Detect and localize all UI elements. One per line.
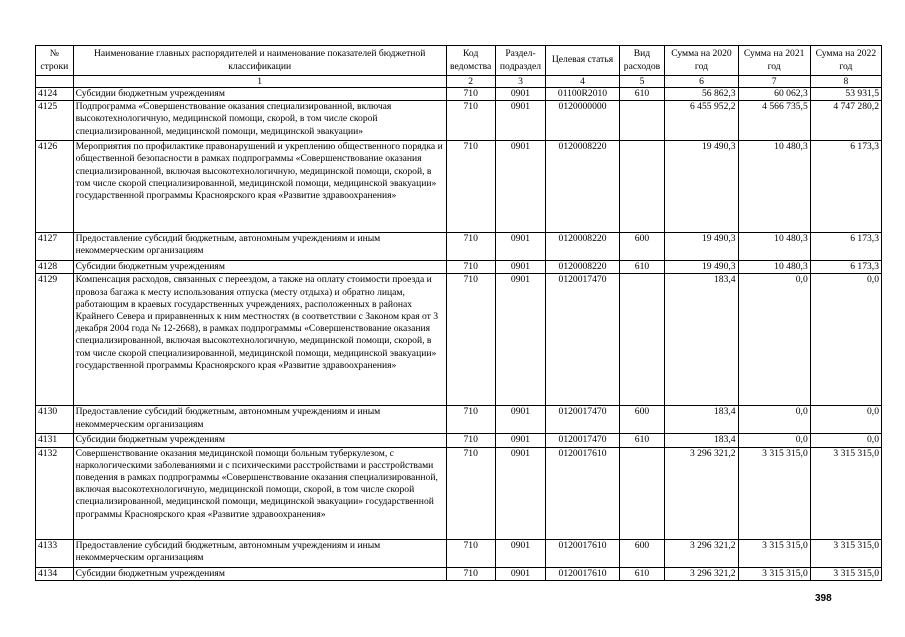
column-number: 5 <box>619 76 665 88</box>
row-sum-2022: 53 931,5 <box>810 88 881 101</box>
row-number: 4127 <box>36 233 74 261</box>
row-name: Предоставление субсидий бюджетным, автономным учреждениям и иным некоммерческим организациям <box>73 233 446 261</box>
header-row-number: № строки <box>36 46 74 76</box>
row-target-article: 0120017470 <box>546 406 619 434</box>
row-name: Предоставление субсидий бюджетным, автономным учреждениям и иным некоммерческим организациям <box>73 406 446 434</box>
column-number: 2 <box>446 76 495 88</box>
row-sum-2020: 183,4 <box>665 274 738 406</box>
row-expense-type: 610 <box>619 567 665 580</box>
row-section: 0901 <box>495 101 546 141</box>
row-sum-2021: 60 062,3 <box>738 88 810 101</box>
row-name: Подпрограмма «Совершенствование оказания специализированной, включая высокотехнологичную, медицинской помощи, скорой, в том числе скорой специализированной, медицинской помощи, медицинской эвакуации» <box>73 101 446 141</box>
row-sum-2020: 183,4 <box>665 406 738 434</box>
column-number: 7 <box>738 76 810 88</box>
row-name: Мероприятия по профилактике правонарушений и укреплению общественного порядка и общественной безопасности в рамках подпрограммы «Совершенствование оказания специализированной, включая высокотехнологичную, медицинской помощи, скорой, в том числе скорой специализированной, медицинской помощи, медицинской эвакуации» государственной программы Красноярского края «Развитие здравоохранения» <box>73 141 446 233</box>
row-sum-2022: 4 747 280,2 <box>810 101 881 141</box>
row-department-code: 710 <box>446 406 495 434</box>
row-section: 0901 <box>495 567 546 580</box>
row-target-article: 0120008220 <box>546 233 619 261</box>
row-sum-2021: 3 315 315,0 <box>738 447 810 539</box>
row-target-article: 0120017470 <box>546 434 619 447</box>
row-name: Субсидии бюджетным учреждениям <box>73 261 446 274</box>
row-number: 4131 <box>36 434 74 447</box>
row-number: 4132 <box>36 447 74 539</box>
row-sum-2022: 0,0 <box>810 434 881 447</box>
row-expense-type: 600 <box>619 406 665 434</box>
row-department-code: 710 <box>446 539 495 567</box>
row-sum-2020: 3 296 321,2 <box>665 539 738 567</box>
page-number: 398 <box>815 593 832 604</box>
row-sum-2020: 19 490,3 <box>665 141 738 233</box>
row-sum-2022: 0,0 <box>810 406 881 434</box>
header-sum-2020: Сумма на 2020 год <box>665 46 738 76</box>
header-sum-2021: Сумма на 2021 год <box>738 46 810 76</box>
row-sum-2020: 6 455 952,2 <box>665 101 738 141</box>
row-department-code: 710 <box>446 274 495 406</box>
row-section: 0901 <box>495 261 546 274</box>
row-department-code: 710 <box>446 261 495 274</box>
row-department-code: 710 <box>446 101 495 141</box>
row-expense-type: 610 <box>619 434 665 447</box>
header-department-code: Код ведомства <box>446 46 495 76</box>
row-department-code: 710 <box>446 141 495 233</box>
row-section: 0901 <box>495 274 546 406</box>
column-number: 3 <box>495 76 546 88</box>
row-expense-type: 600 <box>619 539 665 567</box>
row-number: 4124 <box>36 88 74 101</box>
header-sum-2022: Сумма на 2022 год <box>810 46 881 76</box>
row-section: 0901 <box>495 233 546 261</box>
row-section: 0901 <box>495 447 546 539</box>
row-sum-2022: 3 315 315,0 <box>810 539 881 567</box>
row-section: 0901 <box>495 88 546 101</box>
row-sum-2020: 3 296 321,2 <box>665 447 738 539</box>
row-sum-2021: 0,0 <box>738 406 810 434</box>
row-expense-type <box>619 101 665 141</box>
row-expense-type <box>619 141 665 233</box>
row-expense-type <box>619 274 665 406</box>
row-target-article: 0120017610 <box>546 567 619 580</box>
row-sum-2021: 0,0 <box>738 274 810 406</box>
row-sum-2021: 10 480,3 <box>738 233 810 261</box>
row-name: Предоставление субсидий бюджетным, автономным учреждениям и иным некоммерческим организациям <box>73 539 446 567</box>
table-row <box>36 539 882 567</box>
row-target-article: 0120017610 <box>546 539 619 567</box>
table-body <box>36 88 882 581</box>
row-number: 4129 <box>36 274 74 406</box>
row-sum-2020: 3 296 321,2 <box>665 567 738 580</box>
row-sum-2022: 0,0 <box>810 274 881 406</box>
row-section: 0901 <box>495 539 546 567</box>
row-name: Субсидии бюджетным учреждениям <box>73 434 446 447</box>
row-expense-type: 610 <box>619 261 665 274</box>
row-sum-2022: 6 173,3 <box>810 233 881 261</box>
row-expense-type <box>619 447 665 539</box>
row-name: Совершенствование оказания медицинской помощи больным туберкулезом, с наркологическими заболеваниями и с психическими расстройствами и расстройствами поведения в рамках подпрограммы «Совершенствование оказания специализированной, включая высокотехнологичную, медицинской помощи, скорой, в том числе скорой специализированной, медицинской помощи, медицинской эвакуации» государственной программы Красноярского края «Развитие здравоохранения» <box>73 447 446 539</box>
row-name: Компенсация расходов, связанных с переездом, а также на оплату стоимости проезда и провоза багажа к месту использования отпуска (месту отдыха) и обратно лицам, работающим в краевых государственных учреждениях, расположенных в районах Крайнего Севера и приравненных к ним местностях (в соответствии с Законом края от 3 декабря 2004 года № 12-2668), в рамках подпрограммы «Совершенствование оказания специализированной, включая высокотехнологичную, медицинской помощи, скорой, в том числе скорой специализированной, медицинской помощи, медицинской эвакуации» государственной программы Красноярского края «Развитие здравоохранения» <box>73 274 446 406</box>
table-row <box>36 233 882 261</box>
row-department-code: 710 <box>446 447 495 539</box>
header-name: Наименование главных распорядителей и наименование показателей бюджетной классификации <box>73 46 446 76</box>
table-row <box>36 274 882 406</box>
row-target-article: 0120000000 <box>546 101 619 141</box>
row-sum-2021: 4 566 735,5 <box>738 101 810 141</box>
row-sum-2020: 19 490,3 <box>665 233 738 261</box>
row-sum-2021: 3 315 315,0 <box>738 567 810 580</box>
column-number: 8 <box>810 76 881 88</box>
row-name: Субсидии бюджетным учреждениям <box>73 88 446 101</box>
row-number: 4126 <box>36 141 74 233</box>
row-sum-2021: 10 480,3 <box>738 261 810 274</box>
row-sum-2020: 183,4 <box>665 434 738 447</box>
row-target-article: 01100R2010 <box>546 88 619 101</box>
row-expense-type: 600 <box>619 233 665 261</box>
row-sum-2022: 3 315 315,0 <box>810 567 881 580</box>
table-row <box>36 406 882 434</box>
table-row <box>36 141 882 233</box>
column-number <box>36 76 74 88</box>
table-row <box>36 434 882 447</box>
column-number: 6 <box>665 76 738 88</box>
row-number: 4128 <box>36 261 74 274</box>
row-department-code: 710 <box>446 434 495 447</box>
column-number: 4 <box>546 76 619 88</box>
row-sum-2022: 3 315 315,0 <box>810 447 881 539</box>
row-department-code: 710 <box>446 88 495 101</box>
row-target-article: 0120008220 <box>546 261 619 274</box>
table-row <box>36 101 882 141</box>
column-number-row <box>36 76 882 88</box>
table-header-row <box>36 46 882 76</box>
row-department-code: 710 <box>446 567 495 580</box>
row-target-article: 0120008220 <box>546 141 619 233</box>
row-expense-type: 610 <box>619 88 665 101</box>
table-row <box>36 447 882 539</box>
table-row <box>36 88 882 101</box>
budget-table <box>35 45 882 581</box>
row-sum-2021: 3 315 315,0 <box>738 539 810 567</box>
row-number: 4130 <box>36 406 74 434</box>
row-sum-2020: 19 490,3 <box>665 261 738 274</box>
row-section: 0901 <box>495 141 546 233</box>
table-row <box>36 567 882 580</box>
row-name: Субсидии бюджетным учреждениям <box>73 567 446 580</box>
row-sum-2020: 56 862,3 <box>665 88 738 101</box>
row-sum-2022: 6 173,3 <box>810 261 881 274</box>
header-section: Раздел-подраздел <box>495 46 546 76</box>
row-number: 4134 <box>36 567 74 580</box>
row-target-article: 0120017470 <box>546 274 619 406</box>
row-sum-2021: 10 480,3 <box>738 141 810 233</box>
row-sum-2021: 0,0 <box>738 434 810 447</box>
row-department-code: 710 <box>446 233 495 261</box>
table-row <box>36 261 882 274</box>
header-target-article: Целевая статья <box>546 46 619 76</box>
row-number: 4125 <box>36 101 74 141</box>
row-section: 0901 <box>495 434 546 447</box>
row-section: 0901 <box>495 406 546 434</box>
header-expense-type: Вид расходов <box>619 46 665 76</box>
row-sum-2022: 6 173,3 <box>810 141 881 233</box>
row-target-article: 0120017610 <box>546 447 619 539</box>
row-number: 4133 <box>36 539 74 567</box>
column-number: 1 <box>73 76 446 88</box>
